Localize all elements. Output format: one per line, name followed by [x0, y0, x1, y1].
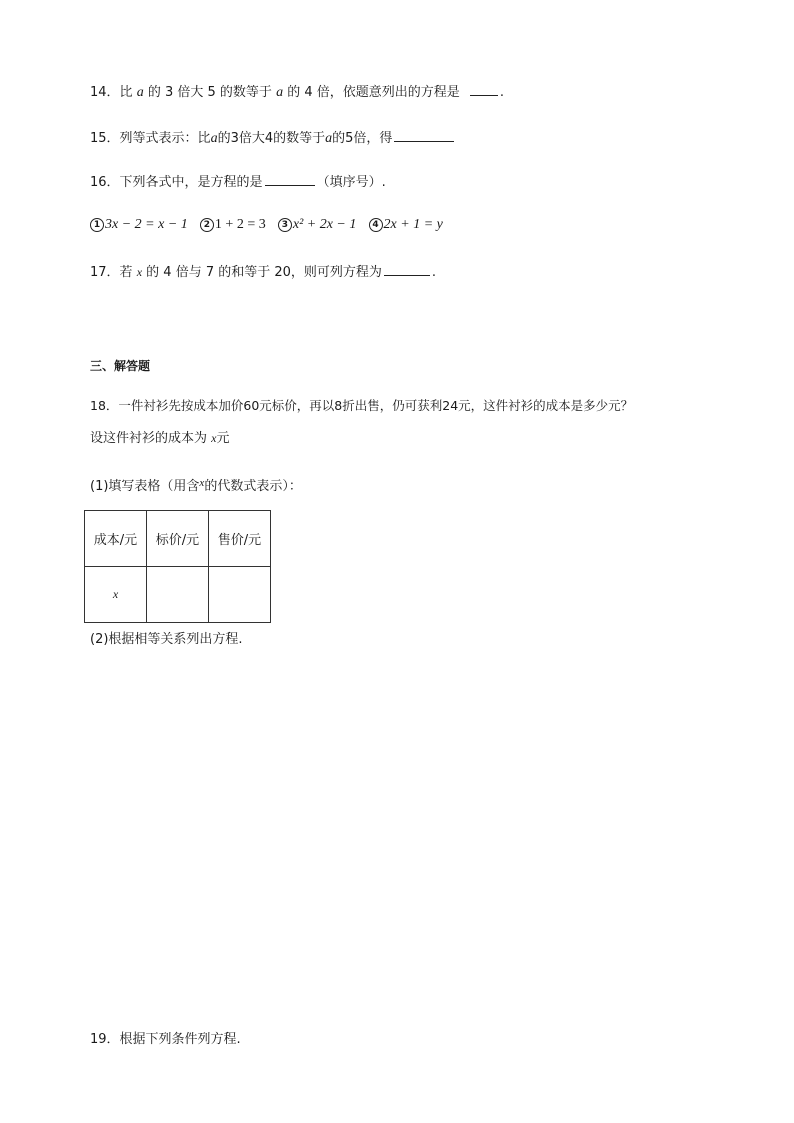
circled-number-icon: 2 [200, 218, 214, 232]
table-header-cell: 售价/元 [209, 511, 271, 567]
answer-blank[interactable] [394, 128, 454, 142]
table-header-cell: 成本/元 [85, 511, 147, 567]
variable-x: x [136, 265, 143, 279]
circled-number-icon: 4 [369, 218, 383, 232]
question-18-setup: 设这件衬衫的成本为 x元 [90, 431, 230, 446]
option-2: 2 1 + 2 = 3 [200, 217, 266, 232]
variable-a: a [210, 131, 218, 146]
table-header-cell: 标价/元 [147, 511, 209, 567]
option-4: 4 2x + 1 = y [369, 217, 443, 232]
table-row [85, 567, 271, 623]
question-15: 15．列等式表示：比a的3倍大4的数等于a的5倍，得 [90, 128, 456, 148]
table-cell-blank[interactable] [209, 567, 271, 623]
variable-a: a [276, 85, 284, 100]
answer-blank[interactable] [265, 172, 315, 186]
question-17: 17．若 x 的 4 倍与 7 的和等于 20，则可列方程为 . [90, 262, 436, 282]
table-header-row [85, 511, 271, 567]
fill-in-table [84, 510, 271, 623]
question-16-options [90, 216, 451, 234]
question-18-part-1: (1)填写表格（用含$^x$的代数式表示）： [90, 477, 302, 494]
variable-x: x [199, 477, 205, 489]
answer-blank[interactable] [384, 262, 430, 276]
question-number: 15． [90, 131, 120, 146]
question-16: 16．下列各式中，是方程的是 （填序号）. [90, 172, 386, 192]
question-19: 19．根据下列条件列方程. [90, 1032, 241, 1047]
question-14: 14．比 a 的 3 倍大 5 的数等于 a 的 4 倍，依题意列出的方程是 . [90, 82, 504, 102]
option-3: 3 x² + 2x − 1 [278, 217, 357, 232]
question-number: 17． [90, 265, 120, 280]
answer-blank[interactable] [470, 82, 498, 96]
variable-x: x [211, 431, 217, 445]
circled-number-icon: 1 [90, 218, 104, 232]
question-18-part-2: (2)根据相等关系列出方程. [90, 632, 243, 647]
section-heading: 三、解答题 [90, 359, 151, 373]
variable-a: a [136, 85, 144, 100]
table-cell: x [85, 567, 147, 623]
question-number: 14． [90, 85, 120, 100]
question-number: 16． [90, 175, 120, 190]
circled-number-icon: 3 [278, 218, 292, 232]
variable-a: a [325, 131, 333, 146]
option-1: 1 3x − 2 = x − 1 [90, 217, 188, 232]
table-cell-blank[interactable] [147, 567, 209, 623]
question-18-text: 18．一件衬衫先按成本加价60元标价，再以8折出售，仍可获利24元，这件衬衫的成本是多少元？ [90, 398, 634, 413]
